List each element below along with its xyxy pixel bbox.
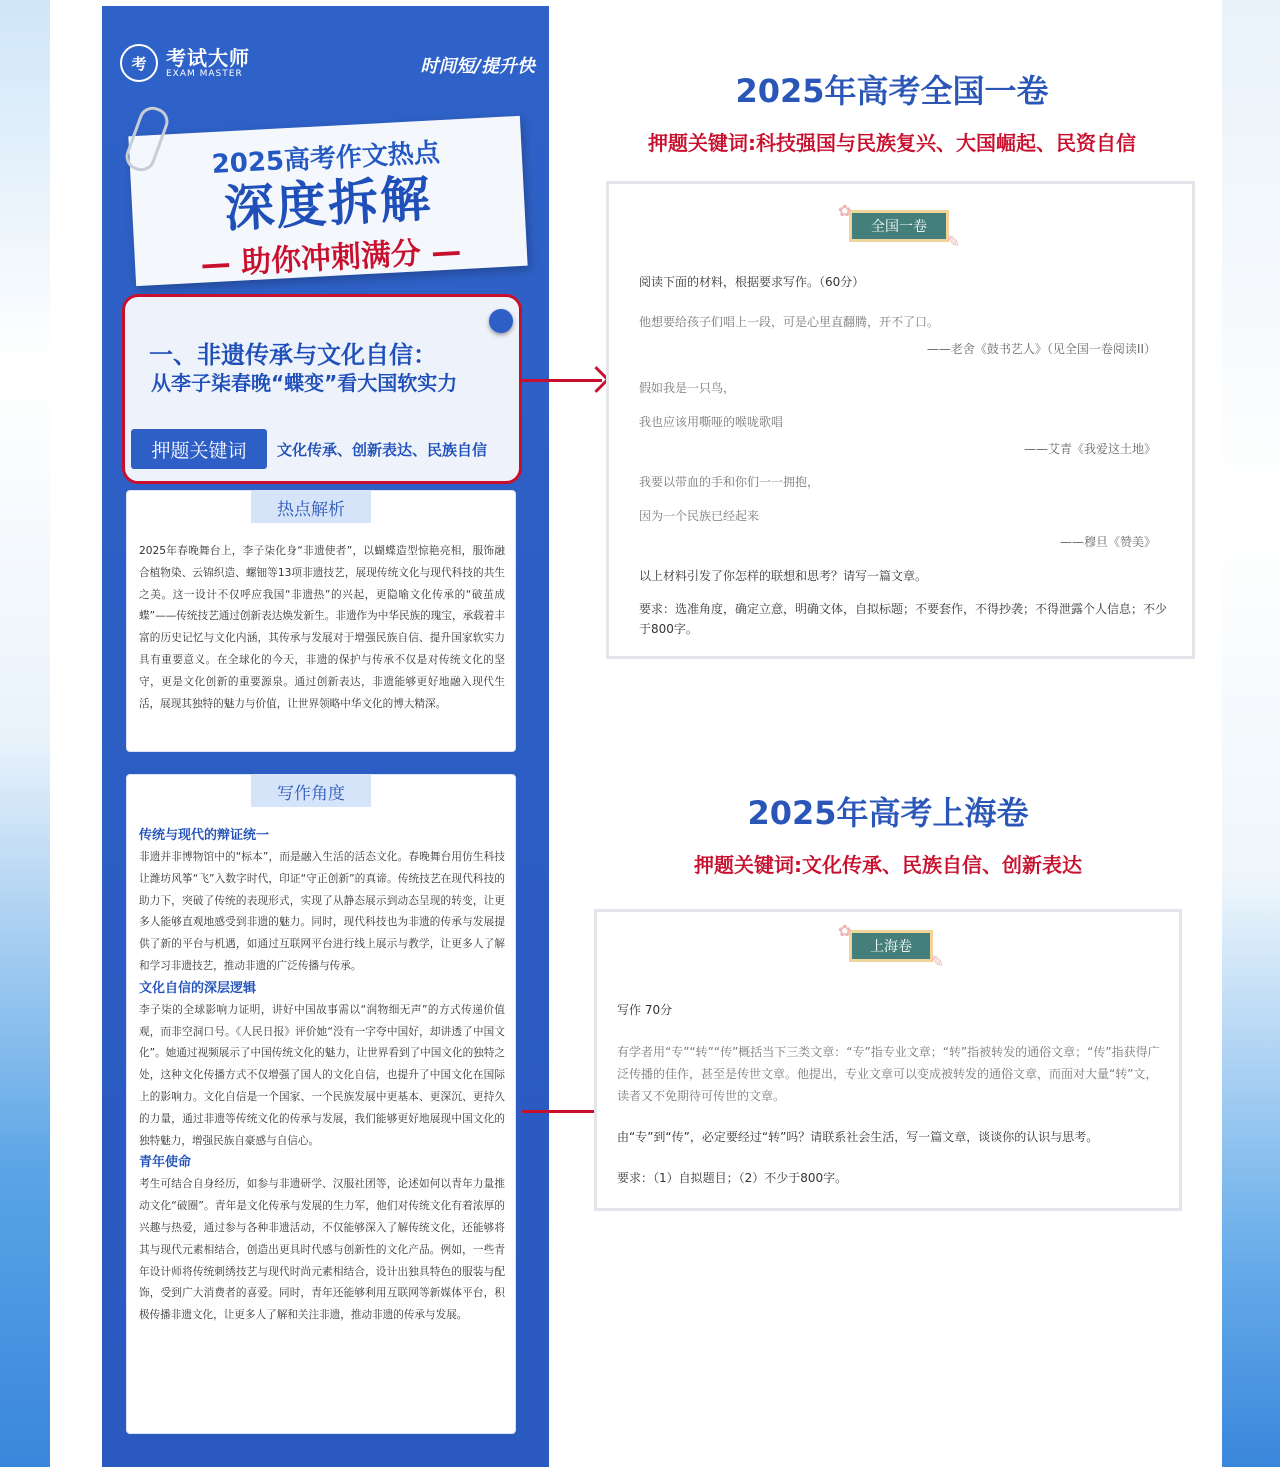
poster-panel xyxy=(102,6,549,1467)
exam1-quote3-source: ——穆旦《赞美》 xyxy=(1059,535,1156,549)
hotspot-analysis-section xyxy=(126,490,516,752)
exam1-quote2-source: ——艾青《我爱这土地》 xyxy=(1023,442,1156,456)
pushpin-icon xyxy=(489,309,513,333)
writing-angle-section xyxy=(126,774,516,1434)
exam1-title: 2025年高考全国一卷 xyxy=(735,72,1049,110)
exam1-subtitle: 押题关键词:科技强国与民族复兴、大国崛起、民资自信 xyxy=(648,131,1136,155)
exam2-score: 写作 70分 xyxy=(617,1003,673,1017)
title-line2: 深度拆解 xyxy=(222,169,434,239)
exam2-title: 2025年高考上海卷 xyxy=(747,794,1029,832)
arrow-to-exam1-icon xyxy=(522,379,602,382)
exam2-subtitle: 押题关键词:文化传承、民族自信、创新表达 xyxy=(694,853,1082,877)
title-line1: 2025高考作文热点 xyxy=(210,138,441,181)
exam2-prompt: 由“专”到“传”，必定要经过“转”吗？请联系社会生活，写一篇文章，谈谈你的认识与思考。 xyxy=(617,1130,1099,1144)
logo-cn-text: 考试大师 xyxy=(166,46,250,70)
exam1-tag xyxy=(838,201,960,251)
exam1-quote2a: 假如我是一只鸟， xyxy=(639,381,736,395)
angle-text: 非遗并非博物馆中的“标本”，而是融入生活的活态文化。春晚舞台用仿生科技让潍坊风筝“飞”入数字时代，印证“守正创新”的真谛。传统技艺在现代科技的助力下，突破了传统的表现形式，实现了从静态展示到动态呈现的转变，让更多人能够直观地感受到非遗的魅力。同时，现代科技也为非遗的传承与发展提供了新的平台与机遇，如通过互联网平台进行线上展示与教学，让更多人了解和学习非遗技艺，推动非遗的广泛传播与传承。 xyxy=(139,851,505,972)
right-background-decoration xyxy=(1222,0,1280,1467)
exam2-requirement: 要求：（1）自拟题目；（2）不少于800字。 xyxy=(617,1171,848,1185)
exam1-tag-label: 全国一卷 xyxy=(871,219,927,235)
topic-heading: 一、非遗传承与文化自信： xyxy=(149,341,437,369)
topic-subheading: 从李子柒春晚“蝶变”看大国软实力 xyxy=(151,371,458,395)
section-tag-analysis: 热点解析 xyxy=(251,491,371,523)
topic-box xyxy=(122,294,522,484)
pencil-icon: ✎ xyxy=(930,952,944,971)
exam1-quote1: 他想要给孩子们唱上一段，可是心里直翻腾，开不了口。 xyxy=(639,315,940,329)
pencil-icon: ✎ xyxy=(946,232,960,251)
exam2-card xyxy=(594,909,1182,1211)
exam1-quote2b: 我也应该用嘶哑的喉咙歌唱 xyxy=(639,415,784,429)
angle-heading: 青年使命 xyxy=(139,1155,192,1171)
brand-logo xyxy=(120,44,250,82)
exam2-material: 有学者用“专”“转”“传”概括当下三类文章：“专”指专业文章；“转”指被转发的通俗文章；“传”指获得广泛传播的佳作，甚至是传世文章。他提出，专业文章可以变成被转发的通俗文章，而面对大量“转”文，读者又不免期待可传世的文章。 xyxy=(617,1045,1160,1103)
bow-icon: ✿ xyxy=(838,921,852,940)
bow-icon: ✿ xyxy=(838,201,852,220)
title-line3: — 助你冲刺满分 — xyxy=(199,234,463,283)
exam1-requirement: 要求：选准角度，确定立意，明确文体，自拟标题；不要套作，不得抄袭；不得泄露个人信息；不少于800字。 xyxy=(639,602,1168,636)
exam2-tag xyxy=(838,921,944,971)
logo-en-text: EXAM MASTER xyxy=(166,69,243,79)
slogan: 时间短/提升快 xyxy=(420,56,535,77)
left-background-decoration xyxy=(0,0,50,1467)
exam1-prompt: 以上材料引发了你怎样的联想和思考？请写一篇文章。 xyxy=(639,569,928,583)
analysis-body: 2025年春晚舞台上，李子柒化身“非遗使者”，以蝴蝶造型惊艳亮相，服饰融合植物染、云锦织造、螺钿等13项非遗技艺，展现传统文化与现代科技的共生之美。这一设计不仅呼应我国“非遗热”的兴起，更隐喻文化传承的“破茧成蝶”——传统技艺通过创新表达焕发新生。非遗作为中华民族的瑰宝，承载着丰富的历史记忆与文化内涵，其传承与发展对于增强民族自信、提升国家软实力具有重要意义。在全球化的今天，非遗的保护与传承不仅是对传统文化的坚守，更是文化创新的重要源泉。通过创新表达，非遗能够更好地融入现代生活，展现其独特的魅力与价值，让世界领略中华文化的博大精深。 xyxy=(139,545,505,710)
angle-heading: 文化自信的深层逻辑 xyxy=(139,980,257,996)
angle-text: 考生可结合自身经历，如参与非遗研学、汉服社团等，论述如何以青年力量推动文化“破圈”。青年是文化传承与发展的生力军，他们对传统文化有着浓厚的兴趣与热爱，通过参与各种非遗活动，不仅能够深入了解传统文化，还能够将其与现代元素相结合，创造出更具时代感与创新性的文化产品。例如，一些青年设计师将传统刺绣技艺与现代时尚元素相结合，设计出独具特色的服装与配饰，受到广大消费者的喜爱。同时，青年还能够利用互联网等新媒体平台，积极传播非遗文化，让更多人了解和关注非遗，推动非遗的传承与发展。 xyxy=(139,1178,505,1322)
arrow-to-exam2-icon xyxy=(522,1110,602,1113)
angle-body xyxy=(139,825,505,1327)
exam1-quote3a: 我要以带血的手和你们一一拥抱， xyxy=(639,475,820,489)
exam1-quote3b: 因为一个民族已经起来 xyxy=(639,509,760,523)
exam1-card xyxy=(606,181,1195,659)
logo-emblem-icon: 考 xyxy=(120,44,158,82)
keyword-badge: 押题关键词 xyxy=(131,429,267,469)
angle-text: 李子柒的全球影响力证明，讲好中国故事需以“润物细无声”的方式传递价值观，而非空洞口号。《人民日报》评价她“没有一字夸中国好，却讲透了中国文化”。她通过视频展示了中国传统文化的魅力，让世界看到了中国文化的独特之处，这种文化传播方式不仅增强了国人的文化自信，也提升了中国文化在国际上的影响力。文化自信是一个国家、一个民族发展中更基本、更深沉、更持久的力量，通过非遗等传统文化的传承与发展，我们能够更好地展现中国文化的独特魅力，增强民族自豪感与自信心。 xyxy=(139,1003,505,1147)
angle-heading: 传统与现代的辩证统一 xyxy=(139,828,270,843)
keyword-text: 文化传承、创新表达、民族自信 xyxy=(277,441,488,459)
section-tag-angle: 写作角度 xyxy=(251,775,371,807)
exam1-quote1-source: ——老舍《鼓书艺人》（见全国一卷阅读II） xyxy=(926,342,1156,356)
exam1-intro: 阅读下面的材料，根据要求写作。（60分） xyxy=(639,275,865,289)
exam2-tag-label: 上海卷 xyxy=(870,939,912,955)
title-card xyxy=(128,116,527,286)
